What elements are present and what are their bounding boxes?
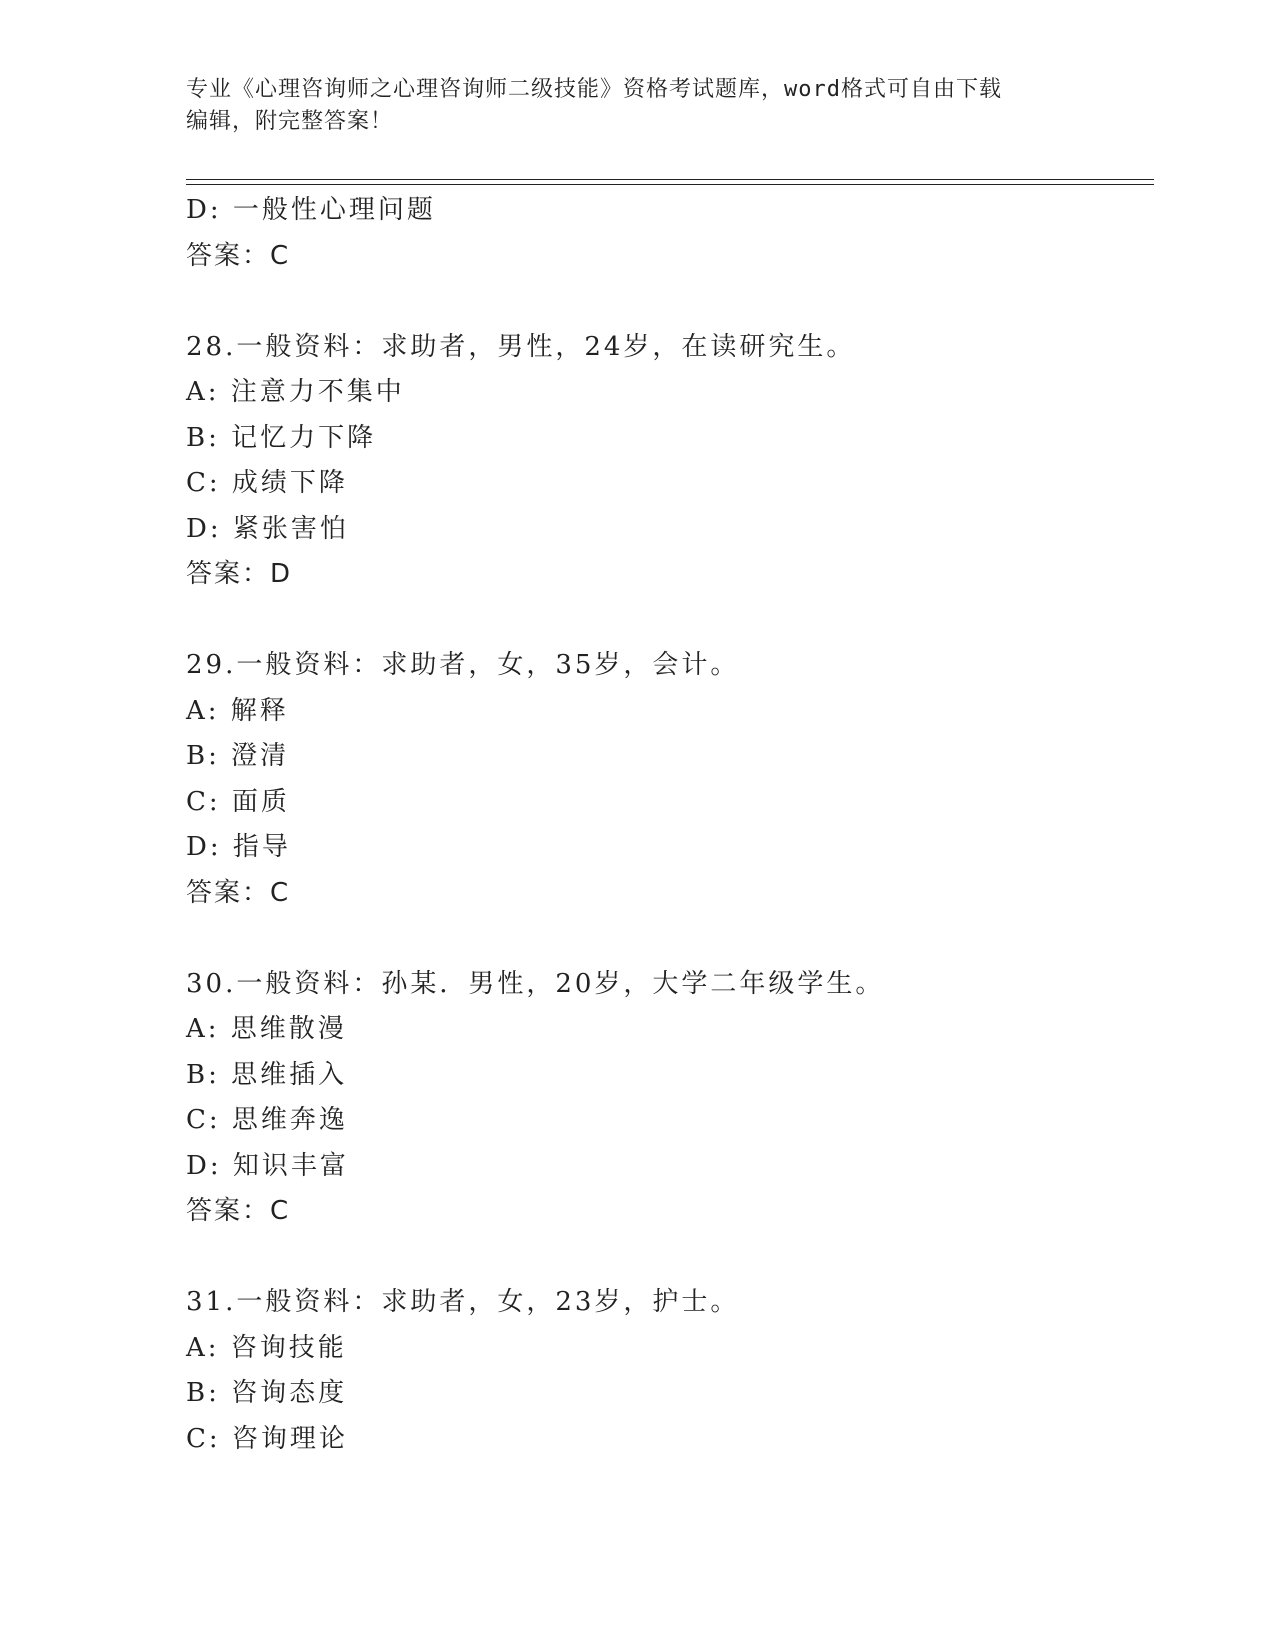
option-c: C: 思维奔逸 <box>186 1105 348 1135</box>
question-block-29 <box>186 643 1146 916</box>
option-a: A: 注意力不集中 <box>186 377 405 407</box>
option-a: A: 解释 <box>186 695 289 726</box>
header-divider-top <box>186 179 1154 180</box>
option-b: B: 澄清 <box>186 741 290 771</box>
question-block-28 <box>186 325 1146 598</box>
question-block-31 <box>186 1280 1146 1462</box>
spacer <box>186 1235 1146 1281</box>
spacer <box>186 598 1146 644</box>
option-d: D: 紧张害怕 <box>186 513 349 544</box>
option-b: B: 思维插入 <box>186 1059 348 1090</box>
answer-line: 答案：C <box>186 877 291 908</box>
question-stem: 30.一般资料：孙某．男性，20岁，大学二年级学生。 <box>186 968 885 999</box>
option-d: D: 指导 <box>186 832 291 862</box>
question-stem: 31.一般资料：求助者，女，23岁，护士。 <box>186 1287 740 1317</box>
answer-line: 答案：D <box>186 559 293 589</box>
spacer <box>186 916 1146 962</box>
answer-line: 答案：C <box>186 240 291 271</box>
question-list <box>186 188 1146 1462</box>
document-header <box>186 74 1066 138</box>
header-line-1: 专业《心理咨询师之心理咨询师二级技能》资格考试题库，word格式可自由下载 <box>186 77 1002 102</box>
option-b: B: 记忆力下降 <box>186 422 377 453</box>
answer-line: 答案：C <box>186 1196 291 1226</box>
option-b: B: 咨询态度 <box>186 1378 348 1408</box>
option-a: A: 咨询技能 <box>186 1332 347 1363</box>
header-line-2: 编辑，附完整答案！ <box>186 109 394 134</box>
question-stem: 29.一般资料：求助者，女，35岁，会计。 <box>186 650 740 680</box>
header-divider-bottom <box>186 184 1154 185</box>
spacer <box>186 279 1146 325</box>
option-c: C: 咨询理论 <box>186 1423 348 1454</box>
option-c: C: 面质 <box>186 786 290 817</box>
question-block-30 <box>186 962 1146 1235</box>
option-d: D: 知识丰富 <box>186 1150 349 1181</box>
option-line: D: 一般性心理问题 <box>186 195 436 225</box>
question-stem: 28.一般资料：求助者，男性，24岁，在读研究生。 <box>186 331 856 362</box>
option-c: C: 成绩下降 <box>186 468 348 498</box>
option-a: A: 思维散漫 <box>186 1014 347 1044</box>
